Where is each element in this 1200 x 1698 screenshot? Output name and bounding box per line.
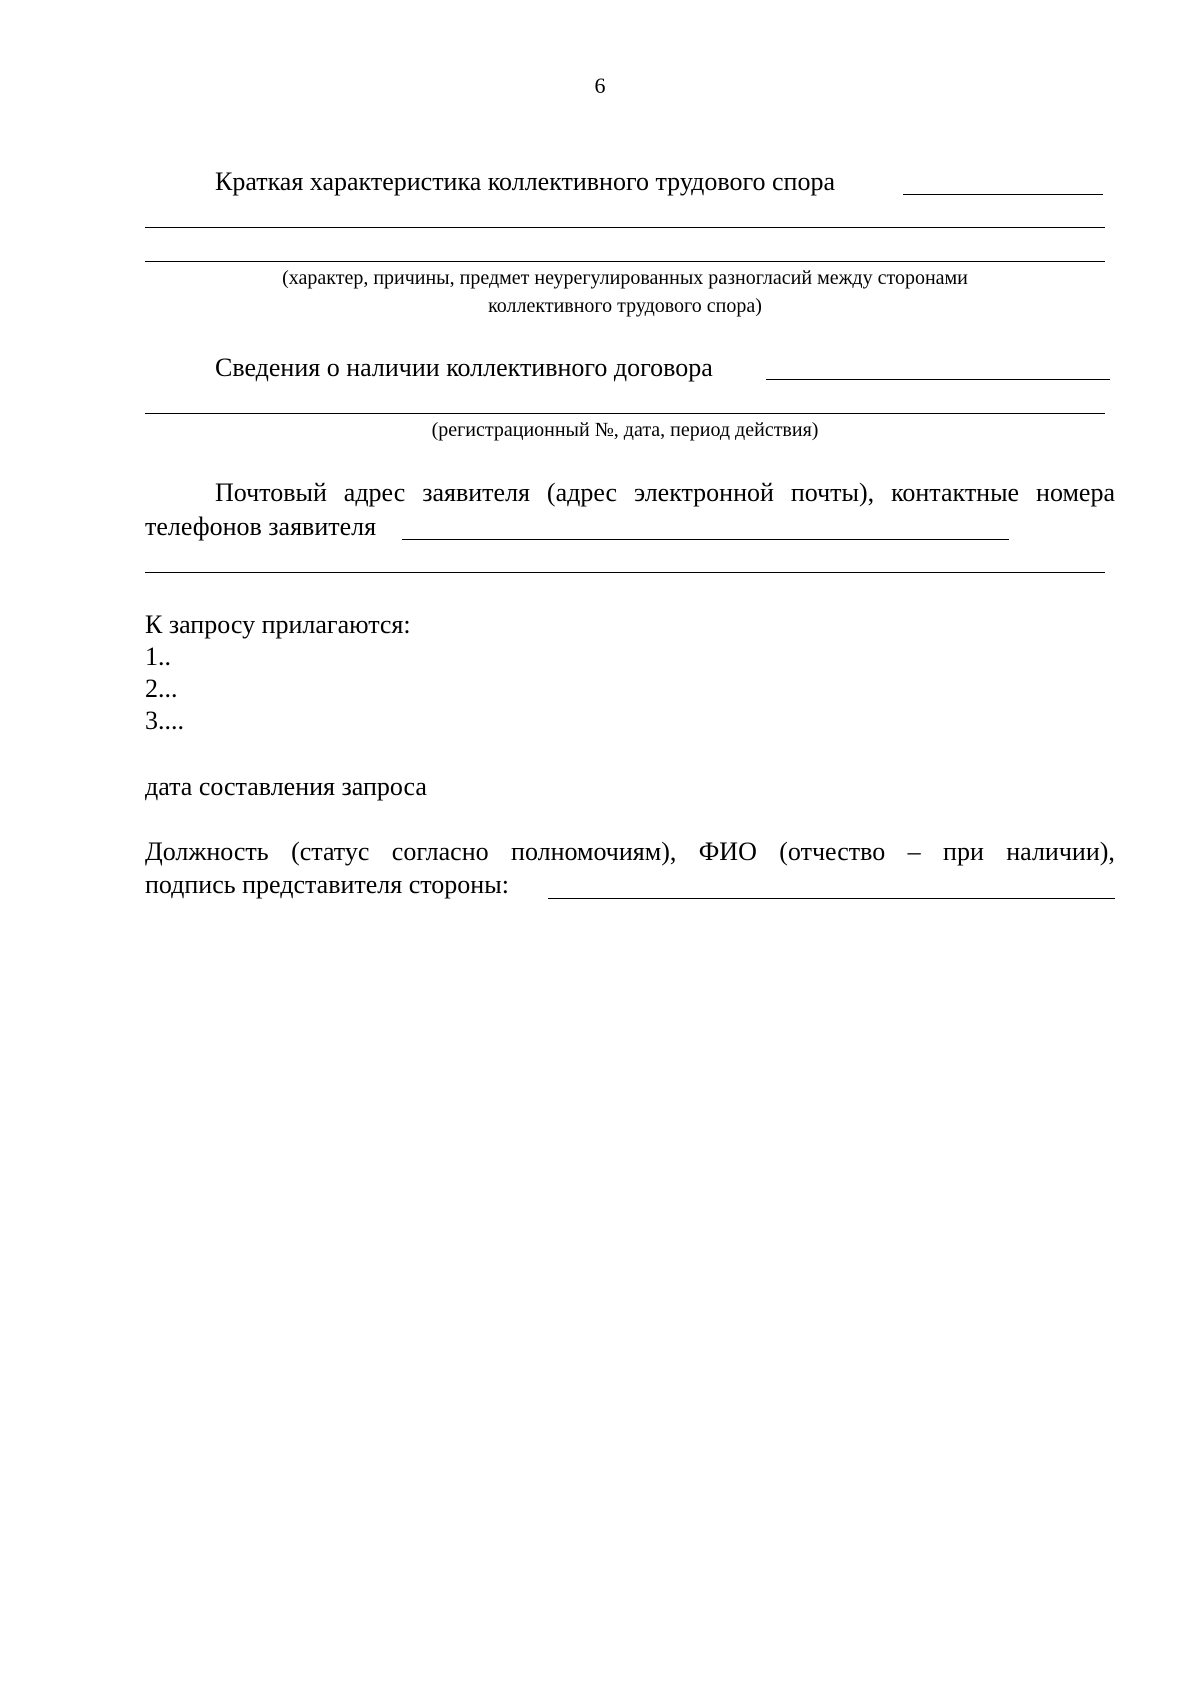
signature-word: ФИО — [698, 837, 757, 866]
address-word: (адрес — [546, 478, 618, 507]
signature-line-1 — [145, 836, 1115, 868]
signature-line-2-label: подпись представителя стороны: — [145, 870, 509, 899]
signature-word: при — [943, 837, 984, 866]
dispute-field-line-1[interactable] — [903, 194, 1103, 195]
date-label: дата составления запроса — [145, 772, 427, 801]
address-word: контактные — [891, 478, 1020, 507]
agreement-hint: (регистрационный №, дата, период действия) — [431, 419, 819, 441]
attachment-item-2: 2... — [145, 674, 178, 703]
signature-word: – — [907, 837, 921, 866]
signature-word: согласно — [391, 837, 489, 866]
phone-field-line-1[interactable] — [402, 539, 1009, 540]
address-word: заявителя — [422, 478, 530, 507]
phone-field-line-2[interactable] — [145, 572, 1105, 573]
agreement-label: Сведения о наличии коллективного договора — [215, 353, 713, 382]
address-word: Почтовый — [215, 478, 327, 507]
attachment-item-1: 1.. — [145, 642, 171, 671]
page-number: 6 — [594, 73, 606, 98]
signature-word: полномочиям), — [511, 837, 677, 866]
agreement-field-line-2[interactable] — [145, 413, 1105, 414]
attachment-item-3: 3.... — [145, 706, 184, 735]
dispute-field-line-2[interactable] — [145, 227, 1105, 228]
signature-word: Должность — [145, 837, 269, 866]
dispute-field-line-3[interactable] — [145, 261, 1105, 262]
address-word: адрес — [343, 478, 406, 507]
signature-field-line[interactable] — [548, 898, 1115, 899]
address-line-2-label: телефонов заявителя — [145, 512, 377, 541]
address-word: почты), — [790, 478, 875, 507]
address-word: номера — [1036, 478, 1115, 507]
dispute-label: Краткая характеристика коллективного трудового спора — [215, 167, 836, 196]
address-word: электронной — [634, 478, 774, 507]
dispute-hint-line-1: (характер, причины, предмет неурегулированных разногласий между сторонами — [282, 267, 968, 289]
attachments-heading: К запросу прилагаются: — [145, 610, 411, 639]
dispute-hint-line-2: коллективного трудового спора) — [488, 295, 762, 317]
signature-word: наличии), — [1006, 837, 1115, 866]
signature-word: (статус — [291, 837, 370, 866]
agreement-field-line-1[interactable] — [766, 379, 1110, 380]
address-line-1 — [215, 477, 1115, 509]
signature-word: (отчество — [779, 837, 886, 866]
